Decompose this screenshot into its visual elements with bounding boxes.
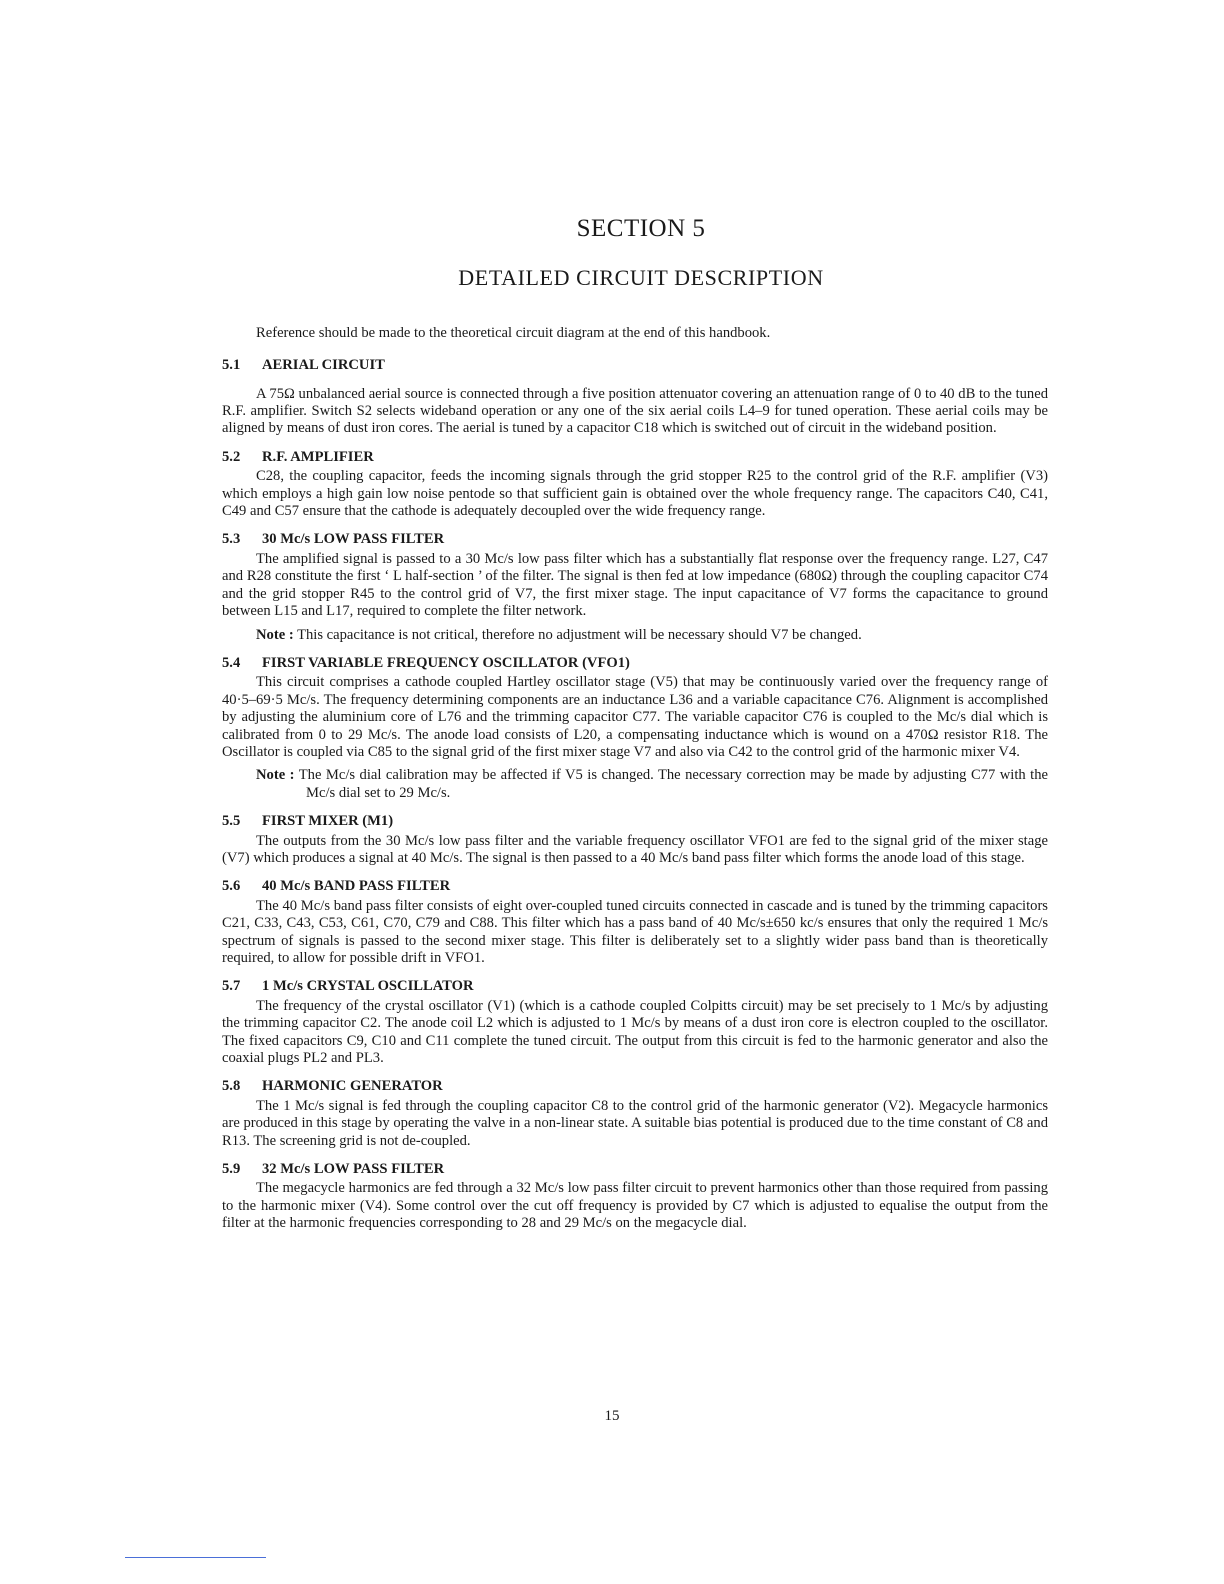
section-title: R.F. AMPLIFIER <box>262 448 374 465</box>
section-5-5 <box>222 813 1048 867</box>
section-title: FIRST MIXER (M1) <box>262 813 394 830</box>
section-5-3 <box>222 531 1048 643</box>
section-paragraph: C28, the coupling capacitor, feeds the incoming signals through the grid stopper R25 to the control grid of the R.F. amplifier (V3) which employs a high gain low noise pentode so that sufficient gain is obtained over the whole frequency range. The capacitors C40, C41, C49 and C57 ensure that the cathode is adequately decoupled over the wide frequency range. <box>222 468 1048 520</box>
intro-paragraph: Reference should be made to the theoretical circuit diagram at the end of this handbook. <box>256 324 771 341</box>
section-5-9 <box>222 1161 1048 1233</box>
document-page <box>222 215 1048 1244</box>
section-number: 5.9 <box>222 1161 241 1178</box>
section-heading-5-7 <box>222 978 1048 995</box>
section-number: 5.3 <box>222 531 241 548</box>
section-paragraph: The frequency of the crystal oscillator (V1) (which is a cathode coupled Colpitts circuit) may be set precisely to 1 Mc/s by adjusting the trimming capacitor C2. The anode coil L2 which is adjusted to 1 Mc/s by means of a dust iron core is electron coupled to the oscillator. The fixed capacitors C9, C10 and C11 complete the tuned circuit. The output from this circuit is fed to the harmonic generator and also the coaxial plugs PL2 and PL3. <box>222 997 1048 1067</box>
page-number: 15 <box>604 1408 620 1424</box>
section-paragraph: The 1 Mc/s signal is fed through the coupling capacitor C8 to the control grid of the harmonic generator (V2). Megacycle harmonics are produced in this stage by operating the valve in a non-linear state. A suitable bias potential is produced due to the time constant of C8 and R13. The screening grid is not de-coupled. <box>222 1097 1048 1149</box>
section-number: 5.4 <box>222 654 241 671</box>
section-heading-5-4 <box>222 655 1048 672</box>
section-paragraph: The amplified signal is passed to a 30 Mc/s low pass filter which has a substantially flat response over the frequency range. L27, C47 and R28 constitute the first ‘ L half-section ’ of the filter. The signal is then fed at low impedance (680Ω) through the coupling capacitor C74 and the grid stopper R45 to the control grid of V7, the first mixer stage. The input capacitance of V7 forms the capacitance to ground between L15 and L17, required to complete the filter network. <box>222 550 1048 620</box>
section-5-7 <box>222 978 1048 1067</box>
section-5-4 <box>222 655 1048 802</box>
section-heading-5-2 <box>222 449 1048 466</box>
section-heading-5-1 <box>222 357 1048 374</box>
section-number: 5.7 <box>222 978 241 995</box>
section-heading-5-6 <box>222 878 1048 895</box>
note-text: This capacitance is not critical, therefore no adjustment will be necessary should V7 be changed. <box>297 626 862 643</box>
section-heading-5-9 <box>222 1161 1048 1178</box>
section-number: 5.8 <box>222 1078 241 1095</box>
section-paragraph: The 40 Mc/s band pass filter consists of eight over-coupled tuned circuits connected in cascade and is tuned by the trimming capacitors C21, C33, C43, C53, C61, C70, C79 and C88. This filter which has a pass band of 40 Mc/s±650 kc/s ensures that only the required 1 Mc/s spectrum of signals is passed to the second mixer stage. This filter is deliberately set to a slightly wider pass band than is theoretically required, to allow for possible drift in VFO1. <box>222 897 1048 966</box>
section-number: 5.6 <box>222 878 241 895</box>
section-title: 1 Mc/s CRYSTAL OSCILLATOR <box>262 978 474 995</box>
section-5-6 <box>222 878 1048 967</box>
document-title: DETAILED CIRCUIT DESCRIPTION <box>458 265 824 291</box>
note-label: Note : <box>256 767 295 784</box>
section-heading-5-3 <box>222 531 1048 548</box>
section-number: 5.1 <box>222 357 241 374</box>
section-number: 5.2 <box>222 448 241 465</box>
note-label: Note : <box>256 626 294 643</box>
section-number: 5.5 <box>222 813 241 830</box>
section-5-2 <box>222 449 1048 521</box>
note-paragraph <box>222 627 1048 644</box>
section-5-8 <box>222 1078 1048 1150</box>
note-text: The Mc/s dial calibration may be affected if V5 is changed. The necessary correction may be made by adjusting C77 with the Mc/s dial set to 29 Mc/s. <box>298 767 1048 801</box>
section-paragraph: The megacycle harmonics are fed through a 32 Mc/s low pass filter circuit to prevent harmonics other than those required from passing to the harmonic mixer (V4). Some control over the cut off frequency is provided by C7 which is adjusted to equalise the output from the filter at the harmonic frequencies corresponding to 28 and 29 Mc/s on the megacycle dial. <box>222 1180 1048 1232</box>
section-heading-5-5 <box>222 813 1048 830</box>
section-5-1 <box>222 357 1048 438</box>
section-heading-5-8 <box>222 1078 1048 1095</box>
footnote-rule <box>125 1557 266 1558</box>
section-title: 40 Mc/s BAND PASS FILTER <box>262 878 451 895</box>
section-paragraph: The outputs from the 30 Mc/s low pass filter and the variable frequency oscillator VFO1 are fed to the signal grid of the mixer stage (V7) which produces a signal at 40 Mc/s. The signal is then passed to a 40 Mc/s band pass filter which forms the anode load of this stage. <box>222 832 1048 866</box>
section-title: 30 Mc/s LOW PASS FILTER <box>262 531 445 548</box>
section-title: FIRST VARIABLE FREQUENCY OSCILLATOR (VFO1) <box>262 654 630 671</box>
section-heading: SECTION 5 <box>576 215 706 242</box>
section-title: HARMONIC GENERATOR <box>262 1078 443 1095</box>
section-title: AERIAL CIRCUIT <box>262 357 385 374</box>
section-paragraph: This circuit comprises a cathode coupled Hartley oscillator stage (V5) that may be continuously varied over the frequency range of 40·5–69·5 Mc/s. The frequency determining components are an inductance L36 and a variable capacitance C76. Alignment is accomplished by adjusting the aluminium core of L76 and the trimming capacitor C77. The variable capacitor C76 is coupled to the Mc/s dial which is calibrated from 0 to 29 Mc/s. The anode load consists of L20, a compensating inductance which is wound on a 470Ω resistor R18. The Oscillator is coupled via C85 to the signal grid of the first mixer stage V7 and also via C42 to the control grid of the harmonic mixer V4. <box>222 674 1048 760</box>
section-title: 32 Mc/s LOW PASS FILTER <box>262 1161 445 1178</box>
note-paragraph <box>222 767 1048 802</box>
section-paragraph: A 75Ω unbalanced aerial source is connected through a five position attenuator covering an attenuation range of 0 to 40 dB to the tuned R.F. amplifier. Switch S2 selects wideband operation or any one of the six aerial coils L4–9 for tuned operation. These aerial coils may be aligned by means of dust iron cores. The aerial is tuned by a capacitor C18 which is switched out of circuit in the wideband position. <box>222 385 1048 437</box>
